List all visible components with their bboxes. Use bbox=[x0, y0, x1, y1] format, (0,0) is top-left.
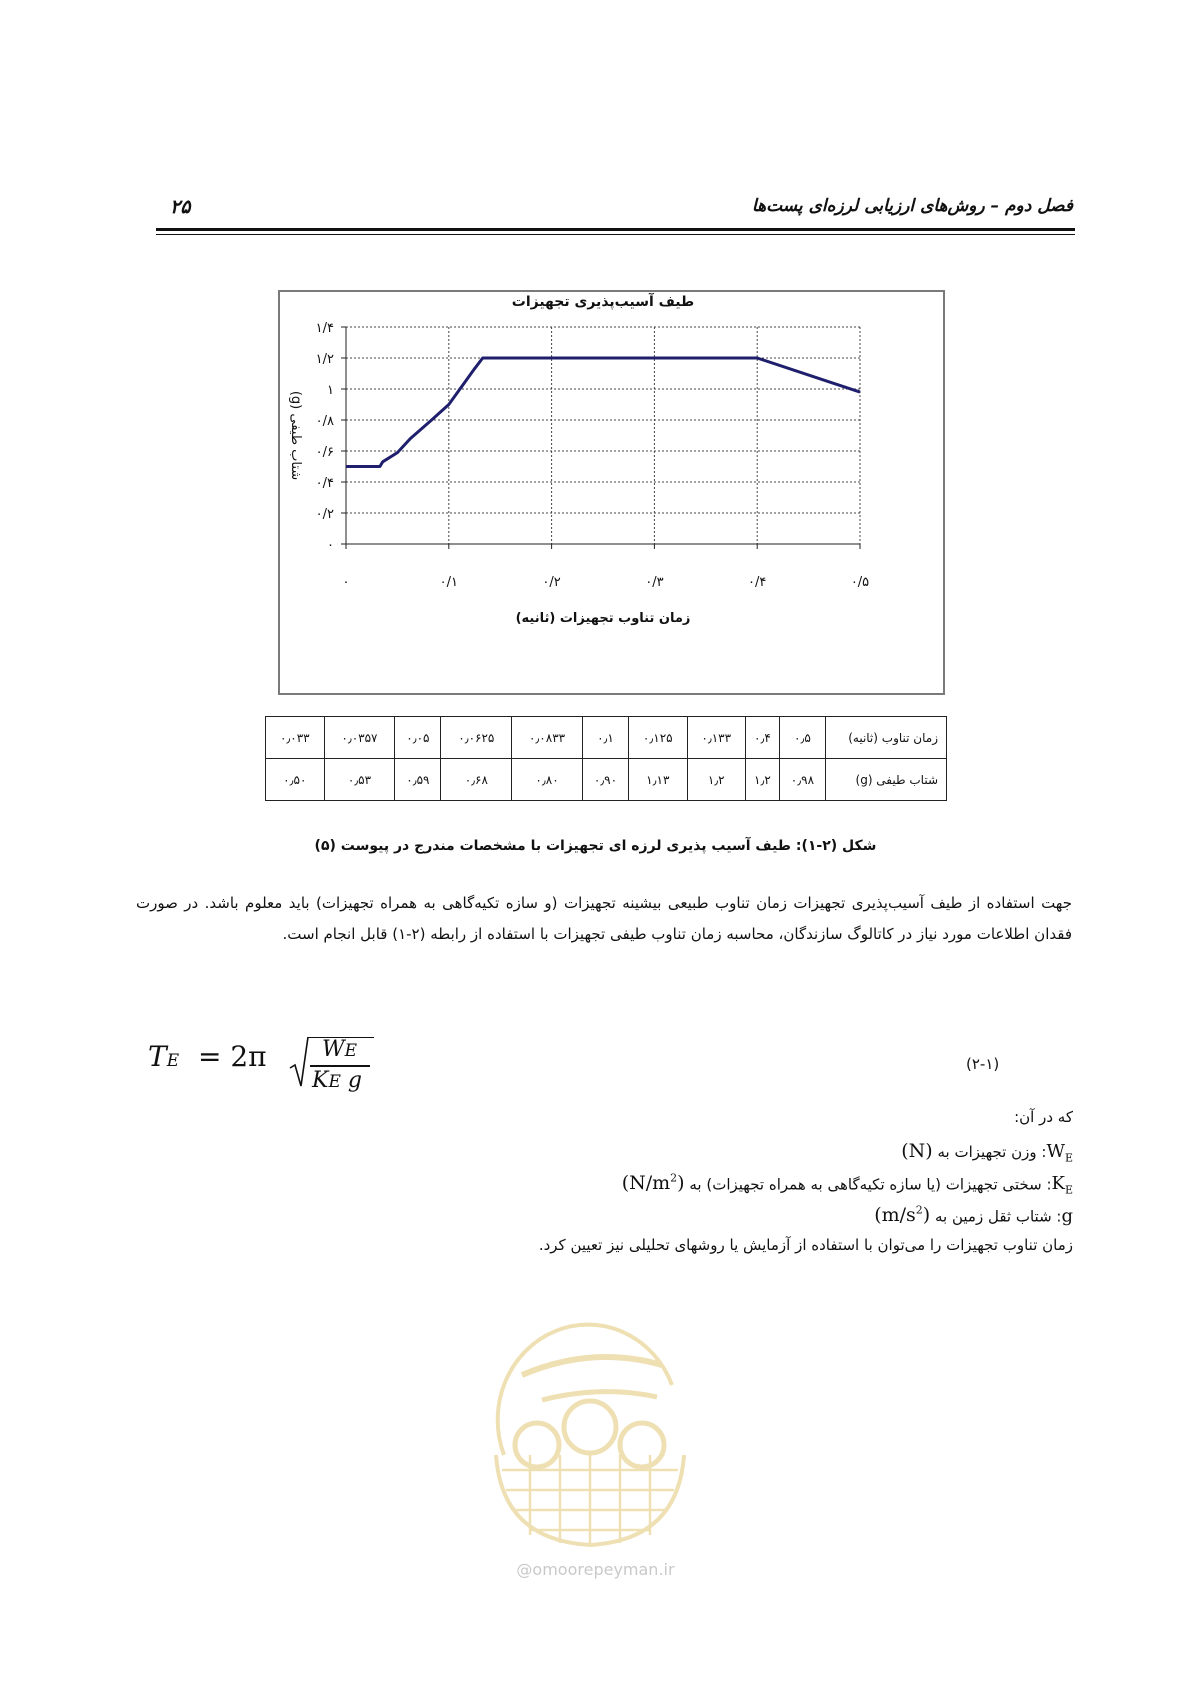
table-cell: ۰٫۰۶۲۵ bbox=[441, 717, 512, 759]
table-cell: ۱٫۱۳ bbox=[629, 759, 687, 801]
table-cell: ۰٫۹۸ bbox=[779, 759, 825, 801]
table-cell: ۰٫۹۰ bbox=[582, 759, 628, 801]
y-tick-label: ۱ bbox=[327, 383, 334, 398]
ke-symbol: $K_E$ bbox=[1051, 1173, 1073, 1197]
sqrt-sign bbox=[288, 1034, 310, 1090]
series-line bbox=[346, 358, 860, 467]
y-tick-label: ۰/۴ bbox=[315, 476, 334, 491]
table-cell: ۱٫۲ bbox=[687, 759, 745, 801]
x-tick-label: ۰/۳ bbox=[645, 575, 664, 590]
table-cell: ۰٫۴ bbox=[745, 717, 779, 759]
closing-sentence: زمان تناوب تجهیزات را می‌توان با استفاده از آزمایش یا روشهای تحلیلی نیز تعیین کرد. bbox=[538, 1236, 1073, 1254]
x-tick-label: ۰ bbox=[342, 575, 350, 590]
y-tick-label: ۱/۴ bbox=[315, 321, 334, 336]
figure-caption: شکل (۲-۱): طیف آسیب پذیری لرزه ای تجهیزات با مشخصات مندرج در پیوست (۵) bbox=[314, 838, 877, 854]
watermark-seal-logo bbox=[482, 1305, 698, 1550]
table-cell: ۰٫۰۸۳۳ bbox=[512, 717, 583, 759]
table-cell: ۰٫۰۵ bbox=[395, 717, 441, 759]
where-intro: که در آن: bbox=[1014, 1108, 1073, 1126]
header-rule bbox=[156, 228, 1075, 231]
formula-numerator: WE bbox=[322, 1037, 358, 1062]
table-row bbox=[266, 759, 947, 801]
body-paragraph: جهت استفاده از طیف آسیب‌پذیری تجهیزات زمان تناوب طبیعی بیشینه تجهیزات (و سازه تکیه‌گاهی به همراه تجهیزات) باید معلوم باشد. در صورت فقدان اطلاعات مورد نیاز در کاتالوگ سازندگان، محاسبه زمان تناوب طیفی تجهیزات با استفاده از رابطه (۲-۱) قابل انجام است. bbox=[136, 894, 1072, 943]
spectrum-table bbox=[265, 716, 947, 801]
x-axis-label: زمان تناوب تجهیزات (ثانیه) bbox=[515, 611, 691, 626]
x-tick-label: ۰/۲ bbox=[542, 575, 561, 590]
y-tick-label: ۱/۲ bbox=[315, 352, 334, 367]
chart-canvas bbox=[280, 292, 943, 693]
x-tick-label: ۰/۵ bbox=[850, 575, 870, 590]
table-cell: ۰٫۵۹ bbox=[395, 759, 441, 801]
x-tick-label: ۰/۱ bbox=[439, 575, 458, 590]
formula-equals: = 2π bbox=[198, 1040, 267, 1073]
table-cell: ۰٫۰۳۳ bbox=[266, 717, 325, 759]
table-cell: ۰٫۱ bbox=[582, 717, 628, 759]
table-row-header: زمان تناوب (ثانیه) bbox=[826, 717, 947, 759]
table-cell: ۱٫۲ bbox=[745, 759, 779, 801]
g-symbol: g bbox=[1061, 1205, 1073, 1227]
y-tick-label: ۰/۸ bbox=[315, 414, 334, 429]
y-axis-label: شتاب طیفی (g) bbox=[288, 390, 303, 481]
watermark-url: @omoorepeyman.ir bbox=[516, 1560, 675, 1579]
y-tick-label: ۰/۲ bbox=[315, 507, 334, 522]
table-cell: ۰٫۱۲۵ bbox=[629, 717, 687, 759]
definition-g: g: شتاب ثقل زمین به $(m/s^2)$ bbox=[874, 1204, 1073, 1227]
chapter-title: فصل دوم – روش‌های ارزیابی لرزه‌ای پست‌ها bbox=[751, 196, 1073, 216]
table-cell: ۰٫۰۳۵۷ bbox=[324, 717, 395, 759]
equation-number: (۲-۱) bbox=[966, 1055, 1000, 1073]
formula-lhs: TE bbox=[148, 1040, 180, 1073]
table-cell: ۰٫۵ bbox=[779, 717, 825, 759]
table-cell: ۰٫۶۸ bbox=[441, 759, 512, 801]
table-cell: ۰٫۵۰ bbox=[266, 759, 325, 801]
table-cell: ۰٫۱۳۳ bbox=[687, 717, 745, 759]
table-row-header: شتاب طیفی (g) bbox=[826, 759, 947, 801]
definition-we: $W_E$: وزن تجهیزات به (N) bbox=[901, 1140, 1073, 1165]
chart-title: طیف آسیب‌پذیری تجهیزات bbox=[511, 294, 695, 310]
x-tick-label: ۰/۴ bbox=[748, 575, 767, 590]
y-tick-label: ۰ bbox=[327, 538, 334, 553]
formula-denominator: KE g bbox=[312, 1068, 362, 1093]
we-symbol: $W_E$ bbox=[1046, 1141, 1073, 1165]
table-row bbox=[266, 717, 947, 759]
vulnerability-chart bbox=[278, 290, 945, 695]
header-rule-thin bbox=[156, 234, 1075, 235]
fraction-bar bbox=[310, 1065, 370, 1067]
table-cell: ۰٫۸۰ bbox=[512, 759, 583, 801]
page-number: ۲۵ bbox=[170, 196, 191, 218]
y-tick-label: ۰/۶ bbox=[315, 445, 334, 460]
definition-ke: $K_E$: سختی تجهیزات (یا سازه تکیه‌گاهی به همراه تجهیزات) به $(N/m^2)$ bbox=[621, 1172, 1073, 1197]
table-cell: ۰٫۵۳ bbox=[324, 759, 395, 801]
